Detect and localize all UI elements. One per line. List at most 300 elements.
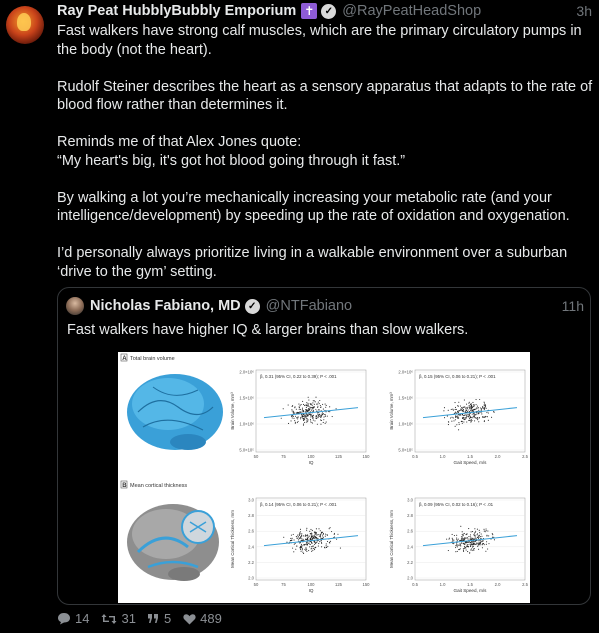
scatter-point xyxy=(306,422,307,423)
scatter-point xyxy=(492,537,493,538)
scatter-point xyxy=(448,424,449,425)
scatter-point xyxy=(473,550,474,551)
scatter-point xyxy=(300,417,301,418)
scatter-point xyxy=(463,540,464,541)
scatter-point xyxy=(463,548,464,549)
scatter-point xyxy=(297,538,298,539)
scatter-point xyxy=(326,405,327,406)
x-tick-label: 1.5 xyxy=(467,582,473,587)
scatter-point xyxy=(462,421,463,422)
x-tick-label: 1.0 xyxy=(439,454,446,459)
scatter-point xyxy=(296,417,297,418)
scatter-point xyxy=(448,421,449,422)
scatter-point xyxy=(303,553,304,554)
scatter-point xyxy=(455,417,456,418)
scatter-point xyxy=(300,529,301,530)
scatter-point xyxy=(329,542,330,543)
scatter-point xyxy=(292,406,293,407)
scatter-point xyxy=(286,542,287,543)
y-tick-label: 2.2 xyxy=(248,559,254,565)
scatter-point xyxy=(306,409,307,410)
scatter-point xyxy=(309,406,310,407)
scatter-point xyxy=(299,409,300,410)
reply-button[interactable] xyxy=(57,611,89,626)
scatter-point xyxy=(321,543,322,544)
x-tick-label: 75 xyxy=(281,454,286,459)
scatter-point xyxy=(312,550,313,551)
scatter-point xyxy=(300,537,301,538)
scatter-point xyxy=(450,417,451,418)
scatter-point xyxy=(330,527,331,528)
scatter-point xyxy=(312,545,313,546)
scatter-point xyxy=(317,538,318,539)
scatter-point xyxy=(316,418,317,419)
scatter-point xyxy=(291,535,292,536)
scatter-point xyxy=(283,408,284,409)
scatter-point xyxy=(461,538,462,539)
scatter-point xyxy=(283,537,284,538)
scatter-point xyxy=(472,550,473,551)
scatter-point xyxy=(308,537,309,538)
scatter-point xyxy=(301,544,302,545)
scatter-point xyxy=(477,406,478,407)
author-display-name[interactable]: Ray Peat HubblyBubbly Emporium xyxy=(57,3,297,19)
scatter-point xyxy=(472,402,473,403)
y-tick-label: 2.6 xyxy=(248,528,254,534)
scatter-point xyxy=(462,408,463,409)
scatter-point xyxy=(303,404,304,405)
author-handle[interactable]: @RayPeatHeadShop xyxy=(342,3,482,19)
scatter-point xyxy=(315,537,316,538)
scatter-point xyxy=(460,408,461,409)
scatter-point xyxy=(456,544,457,545)
scatter-point xyxy=(462,414,463,415)
retweet-icon xyxy=(101,613,117,625)
scatter-point xyxy=(293,416,294,417)
y-tick-label: 5.0×10⁵ xyxy=(239,447,254,453)
scatter-point xyxy=(300,409,301,410)
quoted-author-avatar[interactable] xyxy=(66,297,84,315)
scatter-point xyxy=(473,541,474,542)
scatter-point xyxy=(475,408,476,409)
scatter-point xyxy=(322,404,323,405)
scatter-point xyxy=(308,397,309,398)
scatter-point xyxy=(330,541,331,542)
scatter-point xyxy=(474,528,475,529)
scatter-point xyxy=(308,550,309,551)
scatter-point xyxy=(293,412,294,413)
scatter-point xyxy=(292,411,293,412)
scatter-point xyxy=(315,536,316,537)
scatter-point xyxy=(334,534,335,535)
scatter-point xyxy=(321,546,322,547)
scatter-point xyxy=(312,407,313,408)
scatter-point xyxy=(464,543,465,544)
scatter-point xyxy=(323,422,324,423)
scatter-point xyxy=(470,409,471,410)
scatter-point xyxy=(462,531,463,532)
scatter-point xyxy=(474,409,475,410)
scatter-point xyxy=(484,402,485,403)
scatter-point xyxy=(491,417,492,418)
scatter-point xyxy=(466,417,467,418)
scatter-point xyxy=(300,531,301,532)
scatter-point xyxy=(467,551,468,552)
scatter-point xyxy=(314,535,315,536)
scatter-point xyxy=(466,416,467,417)
scatter-point xyxy=(467,416,468,417)
scatter-plots xyxy=(230,370,529,594)
x-tick-label: 1.5 xyxy=(467,454,473,459)
scatter-point xyxy=(466,422,467,423)
scatter-point xyxy=(302,416,303,417)
scatter-point xyxy=(311,404,312,405)
tweet-timestamp[interactable]: 3h xyxy=(576,3,592,19)
scatter-point xyxy=(294,412,295,413)
scatter-point xyxy=(466,546,467,547)
study-figure-image[interactable] xyxy=(118,352,530,603)
scatter-point xyxy=(327,535,328,536)
scatter-point xyxy=(492,534,493,535)
scatter-point xyxy=(314,538,315,539)
scatter-point xyxy=(481,533,482,534)
scatter-point xyxy=(308,408,309,409)
scatter-point xyxy=(306,402,307,403)
y-tick-label: 2.8 xyxy=(407,513,413,519)
scatter-point xyxy=(321,415,322,416)
y-tick-label: 2.0×10⁶ xyxy=(239,369,254,375)
scatter-point xyxy=(310,529,311,530)
x-tick-label: 100 xyxy=(307,582,315,587)
x-tick-label: 150 xyxy=(362,454,370,459)
y-axis-label: Brain Volume, mm³ xyxy=(230,392,235,430)
scatter-point xyxy=(307,411,308,412)
retweet-button[interactable] xyxy=(101,611,135,626)
scatter-point xyxy=(314,420,315,421)
cross-emoji-badge: ✝ xyxy=(301,3,317,19)
y-tick-label: 1.5×10⁶ xyxy=(239,395,254,401)
scatter-point xyxy=(477,419,478,420)
scatter-point xyxy=(309,536,310,537)
scatter-point xyxy=(301,536,302,537)
scatter-point xyxy=(306,551,307,552)
scatter-point xyxy=(317,534,318,535)
reply-count: 14 xyxy=(75,611,90,626)
scatter-point xyxy=(475,414,476,415)
scatter-point xyxy=(310,419,311,420)
scatter-point xyxy=(476,543,477,544)
scatter-point xyxy=(300,547,301,548)
scatter-point xyxy=(469,553,470,554)
scatter-point xyxy=(305,536,306,537)
like-count: 489 xyxy=(200,611,222,626)
scatter-point xyxy=(473,411,474,412)
scatter-point xyxy=(472,544,473,545)
scatter-point xyxy=(470,545,471,546)
scatter-point xyxy=(325,404,326,405)
scatter-point xyxy=(453,420,454,421)
scatter-point xyxy=(484,544,485,545)
x-axis-label: Gait Speed, m/s xyxy=(453,460,487,465)
tweet-body xyxy=(57,22,593,281)
scatter-point xyxy=(482,417,483,418)
scatter-point xyxy=(296,412,297,413)
scatter-point xyxy=(463,550,464,551)
scatter-point xyxy=(311,410,312,411)
scatter-point xyxy=(310,544,311,545)
quote-count: 5 xyxy=(163,611,172,626)
scatter-point xyxy=(484,407,485,408)
scatter-point xyxy=(298,421,299,422)
scatter-point xyxy=(458,539,459,540)
scatter-point xyxy=(302,549,303,550)
scatter-point xyxy=(469,408,470,409)
scatter-point xyxy=(468,409,469,410)
y-axis-label: Mean Cortical Thickness, mm xyxy=(230,510,235,568)
scatter-point xyxy=(472,531,473,532)
scatter-point xyxy=(295,422,296,423)
panel-a-letter: A xyxy=(122,356,127,362)
scatter-point xyxy=(327,546,328,547)
stat-annotation: β, 0.15 (95% CI, 0.06 to 0.21); P < .001 xyxy=(419,374,496,379)
scatter-point xyxy=(306,542,307,543)
scatter-point xyxy=(472,546,473,547)
scatter-point xyxy=(485,405,486,406)
scatter-point xyxy=(455,413,456,414)
scatter-point xyxy=(474,541,475,542)
stat-annotation: β, 0.14 (95% CI, 0.06 to 0.21); P < .001 xyxy=(260,502,337,507)
stat-annotation: β, 0.09 (95% CI, 0.02 to 0.16); P < .01 xyxy=(419,502,494,507)
scatter-point xyxy=(485,416,486,417)
y-tick-label: 3.0 xyxy=(248,497,254,503)
scatter-point xyxy=(307,405,308,406)
scatter-point xyxy=(309,531,310,532)
scatter-point xyxy=(311,546,312,547)
scatter-point xyxy=(313,548,314,549)
scatter-point xyxy=(329,528,330,529)
scatter-point xyxy=(308,404,309,405)
scatter-point xyxy=(314,534,315,535)
scatter-point xyxy=(458,406,459,407)
x-axis-label: Gait Speed, m/s xyxy=(453,588,487,593)
reply-icon xyxy=(57,612,71,625)
scatter-point xyxy=(319,403,320,404)
scatter-point xyxy=(318,528,319,529)
scatter-point xyxy=(486,544,487,545)
scatter-point xyxy=(461,543,462,544)
scatter-point xyxy=(313,420,314,421)
scatter-point xyxy=(311,551,312,552)
scatter-point xyxy=(465,547,466,548)
scatter-point xyxy=(481,413,482,414)
scatter-point xyxy=(479,530,480,531)
scatter-point xyxy=(294,420,295,421)
x-tick-label: 150 xyxy=(362,582,370,587)
scatter-point xyxy=(467,545,468,546)
scatter-point xyxy=(471,404,472,405)
scatter-point xyxy=(460,544,461,545)
scatter-point xyxy=(320,424,321,425)
scatter-point xyxy=(309,408,310,409)
scatter-point xyxy=(452,539,453,540)
plot-frame xyxy=(415,370,525,452)
scatter-point xyxy=(487,549,488,550)
scatter-point xyxy=(334,533,335,534)
scatter-point xyxy=(311,543,312,544)
x-tick-label: 1.0 xyxy=(439,582,446,587)
scatter-point xyxy=(474,534,475,535)
scatter-point xyxy=(325,416,326,417)
scatter-point xyxy=(463,407,464,408)
scatter-point xyxy=(455,551,456,552)
scatter-point xyxy=(291,409,292,410)
scatter-point xyxy=(486,528,487,529)
scatter-point xyxy=(309,414,310,415)
scatter-point xyxy=(466,415,467,416)
scatter-point xyxy=(311,422,312,423)
scatter-point xyxy=(482,544,483,545)
scatter-point xyxy=(479,399,480,400)
scatter-point xyxy=(486,541,487,542)
x-axis-label: IQ xyxy=(308,460,314,465)
x-axis-label: IQ xyxy=(308,588,314,593)
scatter-point xyxy=(303,419,304,420)
scatter-point xyxy=(306,530,307,531)
scatter-point xyxy=(318,409,319,410)
scatter-point xyxy=(312,530,313,531)
scatter-point xyxy=(457,417,458,418)
scatter-point xyxy=(301,533,302,534)
scatter-point xyxy=(325,423,326,424)
scatter-point xyxy=(486,535,487,536)
scatter-point xyxy=(292,538,293,539)
quoted-tweet-timestamp[interactable]: 11h xyxy=(561,298,584,314)
quoted-author-handle[interactable]: @NTFabiano xyxy=(265,298,353,314)
scatter-point xyxy=(479,535,480,536)
y-tick-label: 2.0 xyxy=(248,575,254,581)
scatter-point xyxy=(457,412,458,413)
scatter-point xyxy=(455,545,456,546)
scatter-point xyxy=(472,414,473,415)
x-tick-label: 50 xyxy=(253,454,259,459)
scatter-point xyxy=(461,407,462,408)
scatter-point xyxy=(486,408,487,409)
scatter-point xyxy=(301,404,302,405)
scatter-point xyxy=(327,416,328,417)
scatter-point xyxy=(324,547,325,548)
scatter-point xyxy=(312,402,313,403)
like-button[interactable] xyxy=(183,611,222,626)
scatter-point xyxy=(299,542,300,543)
scatter-point xyxy=(469,420,470,421)
scatter-point xyxy=(314,400,315,401)
scatter-point xyxy=(303,425,304,426)
scatter-point xyxy=(296,536,297,537)
scatter-point xyxy=(469,405,470,406)
tweet-paragraph: Fast walkers have strong calf muscles, which are the primary circulatory pumps in the body (not the heart). xyxy=(57,23,582,58)
scatter-point xyxy=(488,413,489,414)
author-avatar[interactable] xyxy=(6,6,44,44)
scatter-point xyxy=(306,549,307,550)
scatter-point xyxy=(460,415,461,416)
scatter-point xyxy=(487,531,488,532)
scatter-point xyxy=(325,414,326,415)
scatter-point xyxy=(298,416,299,417)
scatter-point xyxy=(456,409,457,410)
scatter-point xyxy=(478,410,479,411)
scatter-point xyxy=(472,407,473,408)
scatter-point xyxy=(311,407,312,408)
scatter-point xyxy=(479,417,480,418)
scatter-point xyxy=(298,539,299,540)
scatter-point xyxy=(340,548,341,549)
scatter-point xyxy=(486,412,487,413)
scatter-point xyxy=(305,415,306,416)
scatter-point xyxy=(467,537,468,538)
scatter-point xyxy=(312,422,313,423)
scatter-point xyxy=(494,412,495,413)
scatter-point xyxy=(299,534,300,535)
scatter-point xyxy=(466,414,467,415)
quoted-tweet-text: Fast walkers have higher IQ & larger brains than slow walkers. xyxy=(67,322,469,338)
scatter-point xyxy=(306,535,307,536)
y-tick-label: 5.0×10⁵ xyxy=(398,447,413,453)
scatter-point xyxy=(458,429,459,430)
scatter-point xyxy=(300,411,301,412)
scatter-point xyxy=(315,401,316,402)
scatter-point xyxy=(307,544,308,545)
scatter-point xyxy=(307,403,308,404)
scatter-point xyxy=(469,402,470,403)
quote-tweet-button[interactable] xyxy=(148,611,171,626)
scatter-point xyxy=(486,530,487,531)
scatter-point xyxy=(457,411,458,412)
scatter-point xyxy=(473,413,474,414)
quoted-author-display-name[interactable]: Nicholas Fabiano, MD xyxy=(90,298,241,314)
scatter-point xyxy=(304,405,305,406)
scatter-point xyxy=(323,534,324,535)
scatter-point xyxy=(320,415,321,416)
scatter-point xyxy=(317,403,318,404)
scatter-point xyxy=(484,417,485,418)
scatter-point xyxy=(463,421,464,422)
scatter-point xyxy=(473,534,474,535)
scatter-point xyxy=(475,417,476,418)
scatter-point xyxy=(306,417,307,418)
scatter-point xyxy=(312,416,313,417)
scatter-point xyxy=(300,533,301,534)
scatter-point xyxy=(319,414,320,415)
scatter-point xyxy=(456,545,457,546)
scatter-point xyxy=(478,407,479,408)
scatter-point xyxy=(484,407,485,408)
scatter-point xyxy=(323,413,324,414)
quoted-tweet[interactable] xyxy=(57,287,591,605)
scatter-point xyxy=(290,538,291,539)
scatter-point xyxy=(310,533,311,534)
scatter-point xyxy=(302,540,303,541)
scatter-point xyxy=(448,410,449,411)
scatter-point xyxy=(311,533,312,534)
scatter-point xyxy=(303,423,304,424)
scatter-point xyxy=(323,419,324,420)
scatter-point xyxy=(316,534,317,535)
scatter-point xyxy=(295,543,296,544)
scatter-point xyxy=(469,418,470,419)
scatter-point xyxy=(467,408,468,409)
scatter-point xyxy=(300,418,301,419)
scatter-point xyxy=(305,547,306,548)
